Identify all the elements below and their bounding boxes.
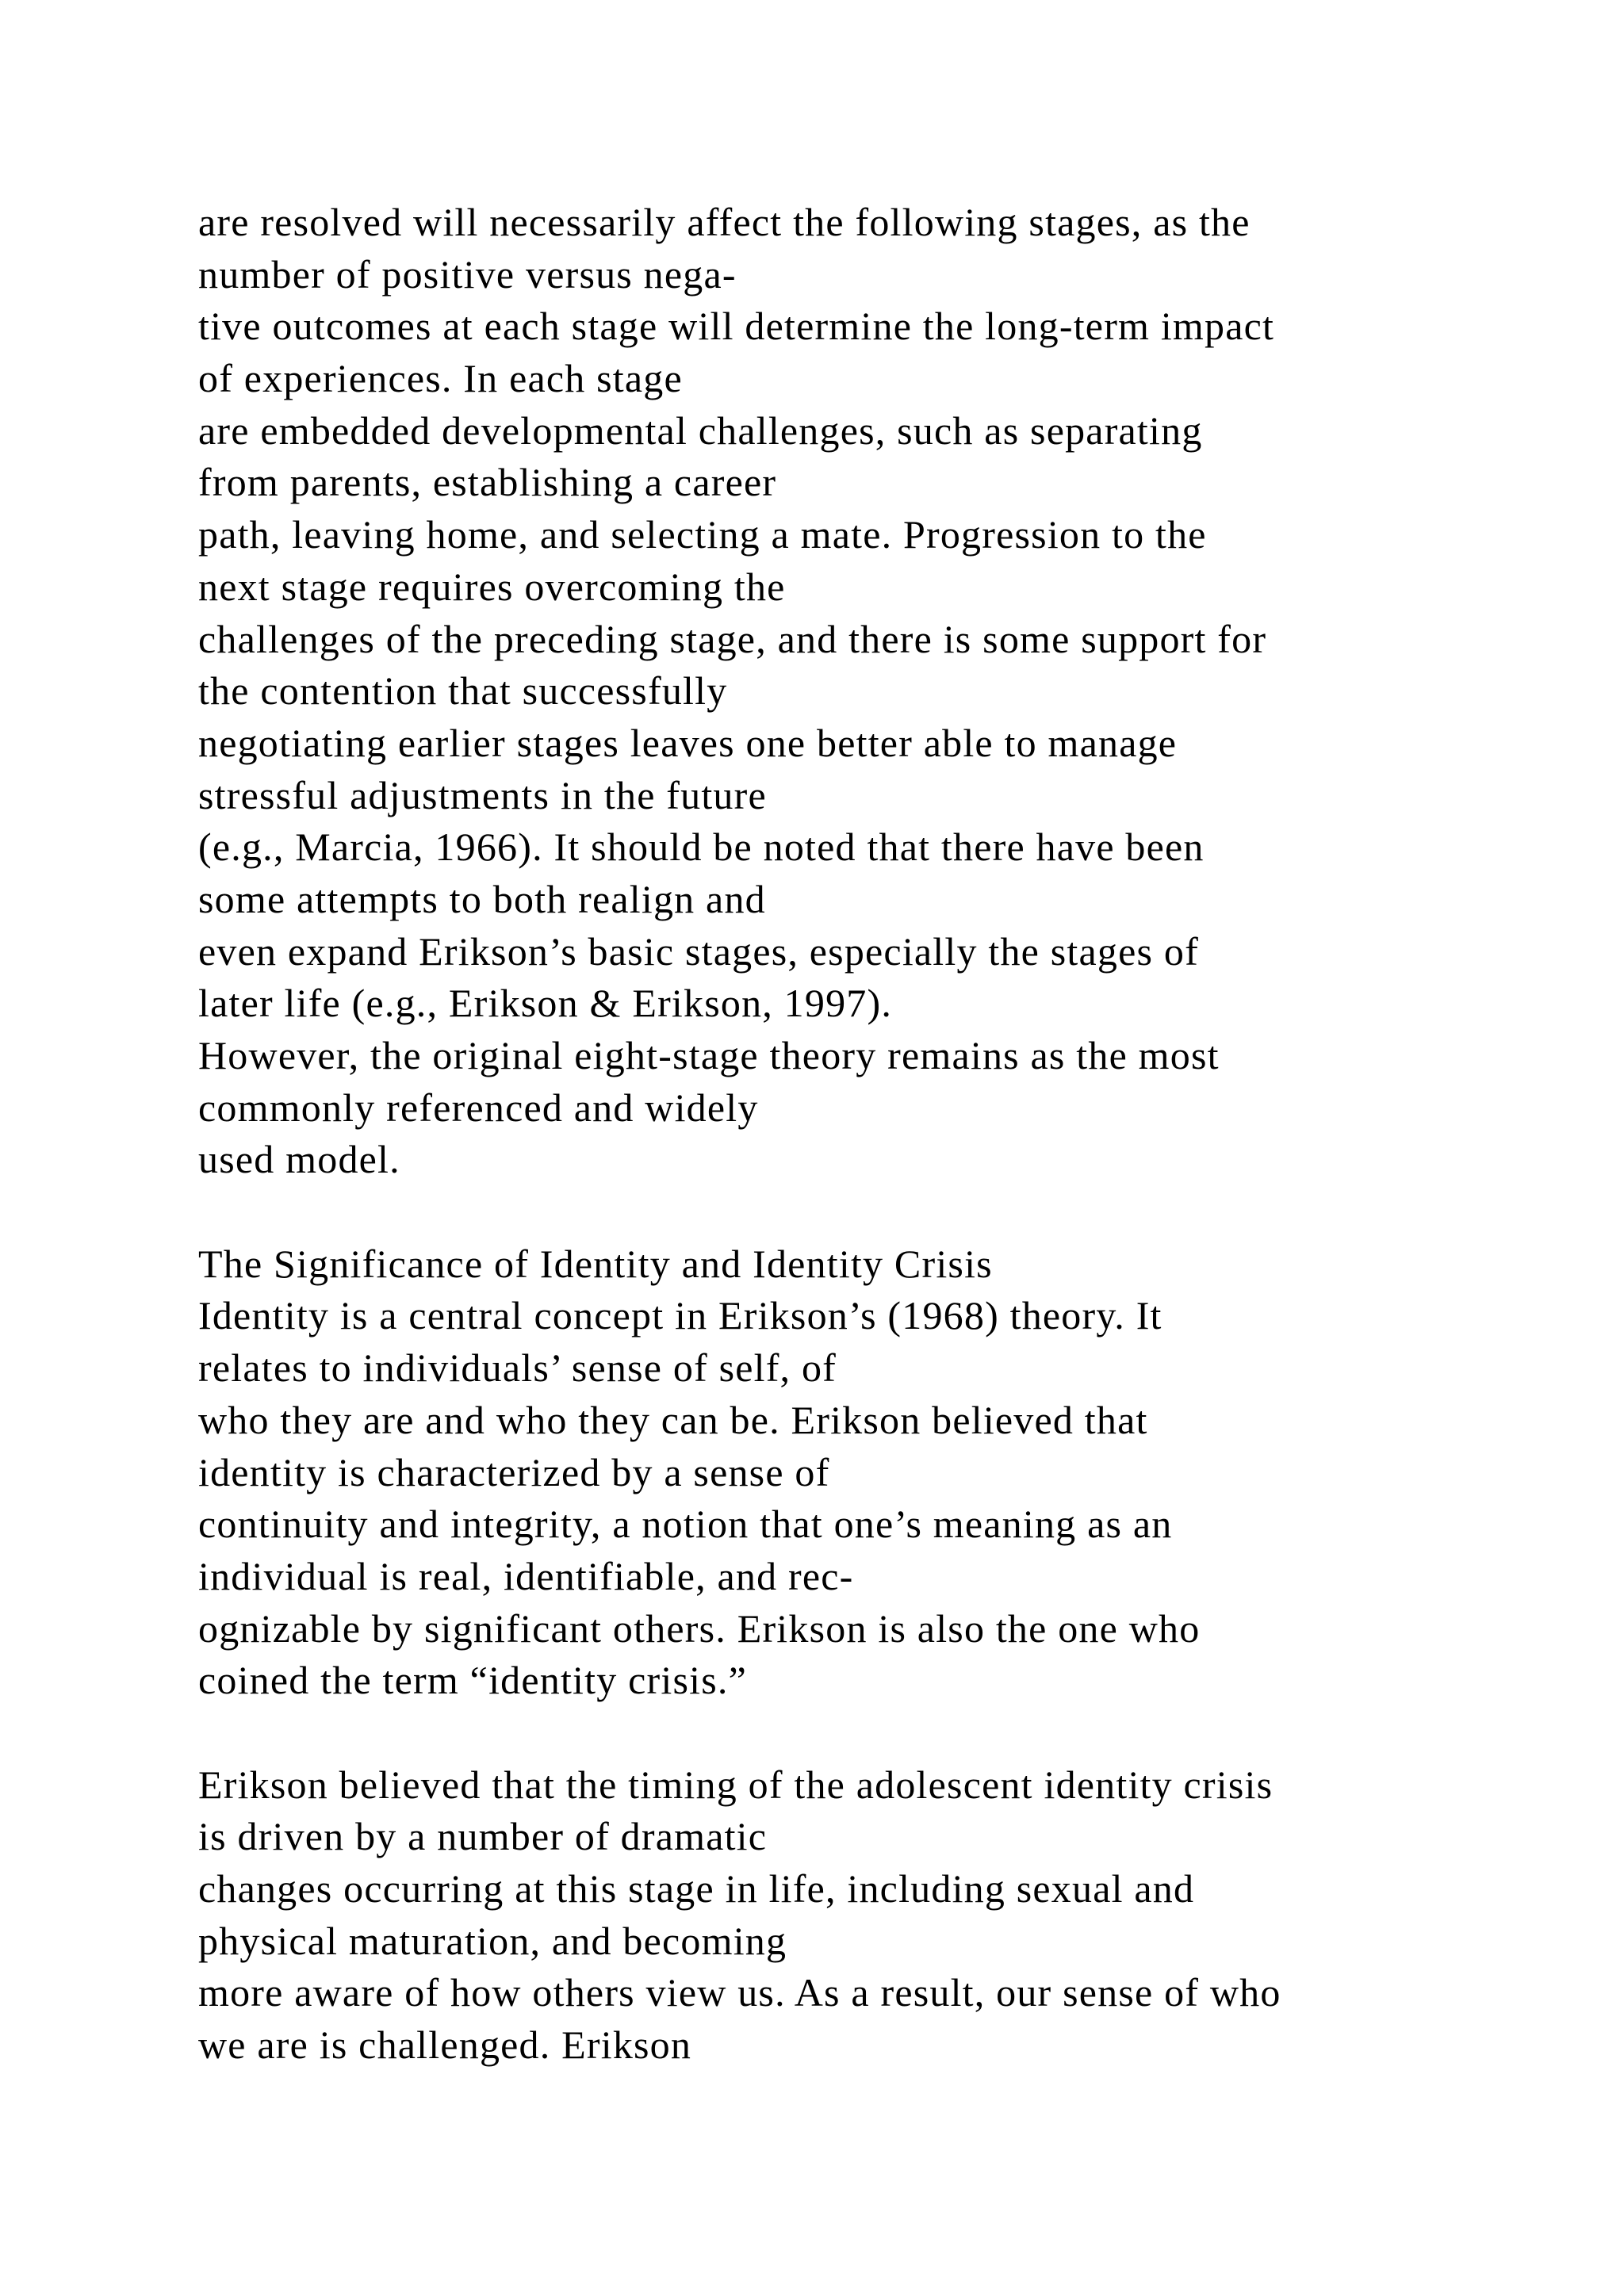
text-line: more aware of how others view us. As a result, our sense of who: [198, 1970, 1281, 2015]
text-line: individual is real, identifiable, and rec-: [198, 1553, 854, 1598]
text-line: identity is characterized by a sense of: [198, 1449, 830, 1494]
text-line: coined the term “identity crisis.”: [198, 1658, 747, 1703]
text-line: are resolved will necessarily affect the following stages, as the: [198, 200, 1251, 244]
text-line: However, the original eight-stage theory remains as the most: [198, 1033, 1220, 1077]
text-line: negotiating earlier stages leaves one better able to manage: [198, 720, 1178, 765]
text-line: path, leaving home, and selecting a mate. Progression to the: [198, 512, 1207, 557]
paragraph-break: [198, 1707, 1546, 1759]
text-line: used model.: [198, 1137, 400, 1182]
text-line: tive outcomes at each stage will determine the long-term impact: [198, 304, 1275, 349]
text-line: even expand Erikson’s basic stages, especially the stages of: [198, 928, 1199, 974]
text-line: the contention that successfully: [198, 668, 728, 714]
text-line: physical maturation, and becoming: [198, 1918, 787, 1963]
text-line: of experiences. In each stage: [198, 356, 683, 401]
text-line: (e.g., Marcia, 1966). It should be noted that there have been: [198, 825, 1205, 870]
document-body-text: [198, 197, 1546, 2072]
text-line: Identity is a central concept in Erikson’s (1968) theory. It: [198, 1293, 1162, 1338]
text-line: ognizable by significant others. Erikson is also the one who: [198, 1605, 1201, 1651]
paragraph-break: [198, 1186, 1546, 1238]
text-line: continuity and integrity, a notion that one’s meaning as an: [198, 1502, 1173, 1547]
text-line: we are is challenged. Erikson: [198, 2022, 692, 2068]
text-line: commonly referenced and widely: [198, 1085, 759, 1130]
text-line: later life (e.g., Erikson & Erikson, 1997).: [198, 981, 893, 1026]
text-line: number of positive versus nega-: [198, 251, 737, 297]
text-line: challenges of the preceding stage, and there is some support for: [198, 616, 1267, 661]
text-line: from parents, establishing a career: [198, 460, 777, 505]
text-line: are embedded developmental challenges, such as separating: [198, 408, 1203, 453]
text-line: some attempts to both realign and: [198, 876, 766, 921]
text-line: Erikson believed that the timing of the adolescent identity crisis: [198, 1762, 1274, 1807]
text-line: stressful adjustments in the future: [198, 772, 767, 817]
text-line: who they are and who they can be. Erikson believed that: [198, 1397, 1148, 1442]
text-line: next stage requires overcoming the: [198, 564, 786, 609]
section-heading: The Significance of Identity and Identity Crisis: [198, 1241, 993, 1286]
text-line: is driven by a number of dramatic: [198, 1814, 768, 1859]
text-line: changes occurring at this stage in life, including sexual and: [198, 1866, 1195, 1911]
text-line: relates to individuals’ sense of self, of: [198, 1345, 837, 1391]
